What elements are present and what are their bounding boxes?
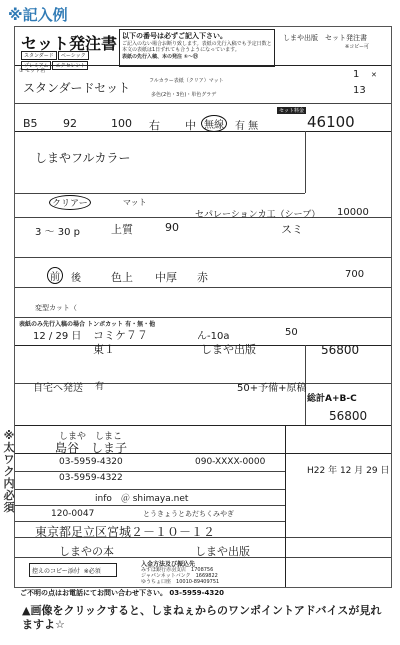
event-date: 12 / 29 日	[33, 331, 82, 342]
fax-value: 03-5959-4322	[59, 473, 123, 483]
required-text: ※必須	[83, 567, 101, 575]
payment-option-0: みずほ銀行赤羽支店 1708756	[141, 567, 214, 573]
notice-bold: 表紙の先行入稿、本の発注 ①〜⑲	[122, 54, 198, 60]
book-title: しまやの本	[59, 545, 114, 558]
circle-value: しまや出版	[195, 545, 250, 558]
endpaper-paper: 色上	[111, 271, 133, 284]
tel-value: 03-5959-4320	[59, 457, 123, 467]
endpaper-weight: 中厚	[155, 271, 177, 284]
subtotal-a: 56800	[321, 343, 360, 357]
event-name: コミケ７７	[93, 329, 148, 342]
furigana-value: しまや しまこ	[59, 432, 123, 442]
event-circle: しまや出版	[201, 343, 256, 356]
example-badge: ※記入例	[8, 6, 68, 24]
finish-value: 無線	[201, 115, 227, 132]
label-title: ① セット名	[19, 68, 46, 74]
cover-color-value: しまやフルカラー	[35, 151, 131, 165]
body-ink-value: スミ	[281, 223, 303, 236]
space-value: ん-10a	[197, 331, 230, 342]
payment-option-1: ジャパンネットバンク 1669822	[141, 573, 218, 579]
endpaper-back: 後	[71, 273, 81, 284]
pp-clear-option: クリアー	[49, 195, 91, 210]
dir-value: 中	[185, 119, 196, 132]
zip-value: 120-0047	[51, 509, 95, 519]
email-value: info ＠ shimaya.net	[95, 494, 189, 504]
body-paper-value: 上質	[111, 223, 133, 236]
code-value-1: 1	[353, 69, 360, 80]
payment-list	[141, 567, 219, 585]
cover-color-options: フルカラー表紙（クリア）マット	[149, 78, 224, 84]
mobile-value: 090-XXXX-0000	[195, 457, 266, 467]
copy-note-text: 控えのコピー添付	[32, 567, 80, 575]
pp-matte-option: マット	[123, 198, 147, 207]
delivery-value: 自宅へ発送	[33, 383, 83, 394]
tag-premium: プレミアム	[21, 61, 51, 70]
body-weight-value: 90	[165, 221, 179, 234]
payment-title: 入金方法及び振込先	[141, 561, 196, 568]
copies-value: 100	[111, 117, 132, 130]
click-hint[interactable]: ▲画像をクリックすると、しまねぇからのワンポイントアドバイスが見れますよ☆	[22, 604, 382, 631]
endpaper-color: 赤	[197, 271, 208, 284]
delivery-option: 有	[95, 382, 105, 392]
set-name-value: スタンダードセット	[23, 81, 131, 95]
space-count: 50	[285, 327, 298, 338]
binding-value: 右	[149, 119, 160, 132]
tag-excellent: エクセレント	[52, 61, 88, 70]
tag-standard: スタンダード	[21, 51, 57, 60]
payment-option-2: ゆうちょ口座 10010-89409751	[141, 579, 220, 585]
tombo-label: 表紙のみ先行入稿の場合 トンボカット 有・無・他	[19, 321, 156, 328]
separation-value: セパレーションカ工（シーブ）	[195, 210, 321, 220]
total-value: 56800	[329, 409, 368, 423]
separation-price: 10000	[337, 207, 369, 218]
special-value: 有 無	[235, 121, 259, 132]
form-title: セット発注書	[21, 34, 118, 53]
copy-attach-box	[29, 563, 117, 577]
cut-value: 変型カット（	[35, 304, 77, 312]
notice-body: ご記入のない場合お断り致します。表紙の先行入稿でも予定日数と本文の表紙は1日ずれても合うようになっています。	[122, 41, 272, 53]
address-value: 東京都足立区宮城２－１０－１２	[35, 525, 216, 539]
customer-name: 島谷 しま子	[55, 441, 128, 455]
company-title: しまや出版 セット発注書	[283, 34, 367, 42]
contact-line: ご不明の点はお電話にてお問い合わせ下さい。 03-5959-4320	[20, 589, 224, 597]
notice-title: 以下の番号は必ずご記入下さい。	[122, 32, 227, 40]
code-mark: ✕	[371, 71, 377, 79]
mono-option: 多色(2色・3色)・単色グラデ	[151, 92, 217, 98]
set-price-value: 46100	[307, 113, 355, 131]
endpaper-price: 700	[345, 269, 365, 280]
address-kana: とうきょうとあだちくみやぎ	[143, 510, 234, 518]
sidebar-required-note: ※太ワク内必須	[3, 429, 15, 514]
total-label: 総計A+B-C	[307, 394, 357, 404]
endpaper-front: 前	[47, 267, 63, 284]
pages-value: 92	[63, 117, 77, 130]
size-value: B5	[23, 117, 38, 130]
body-pages-value: 3 〜 30 p	[35, 227, 80, 238]
tag-basic: ベーシック	[58, 51, 89, 60]
event-area: 東１	[93, 343, 115, 356]
date-value: H22 年 12 月 29 日	[307, 466, 390, 476]
notice-box	[119, 29, 275, 67]
delivery-extra: 50+予備+原稿	[237, 383, 307, 394]
order-form-sheet	[14, 26, 392, 588]
copy-note: ※コピー可	[345, 44, 369, 50]
price-label: セット料金	[279, 108, 305, 114]
code-value-13: 13	[353, 85, 366, 96]
